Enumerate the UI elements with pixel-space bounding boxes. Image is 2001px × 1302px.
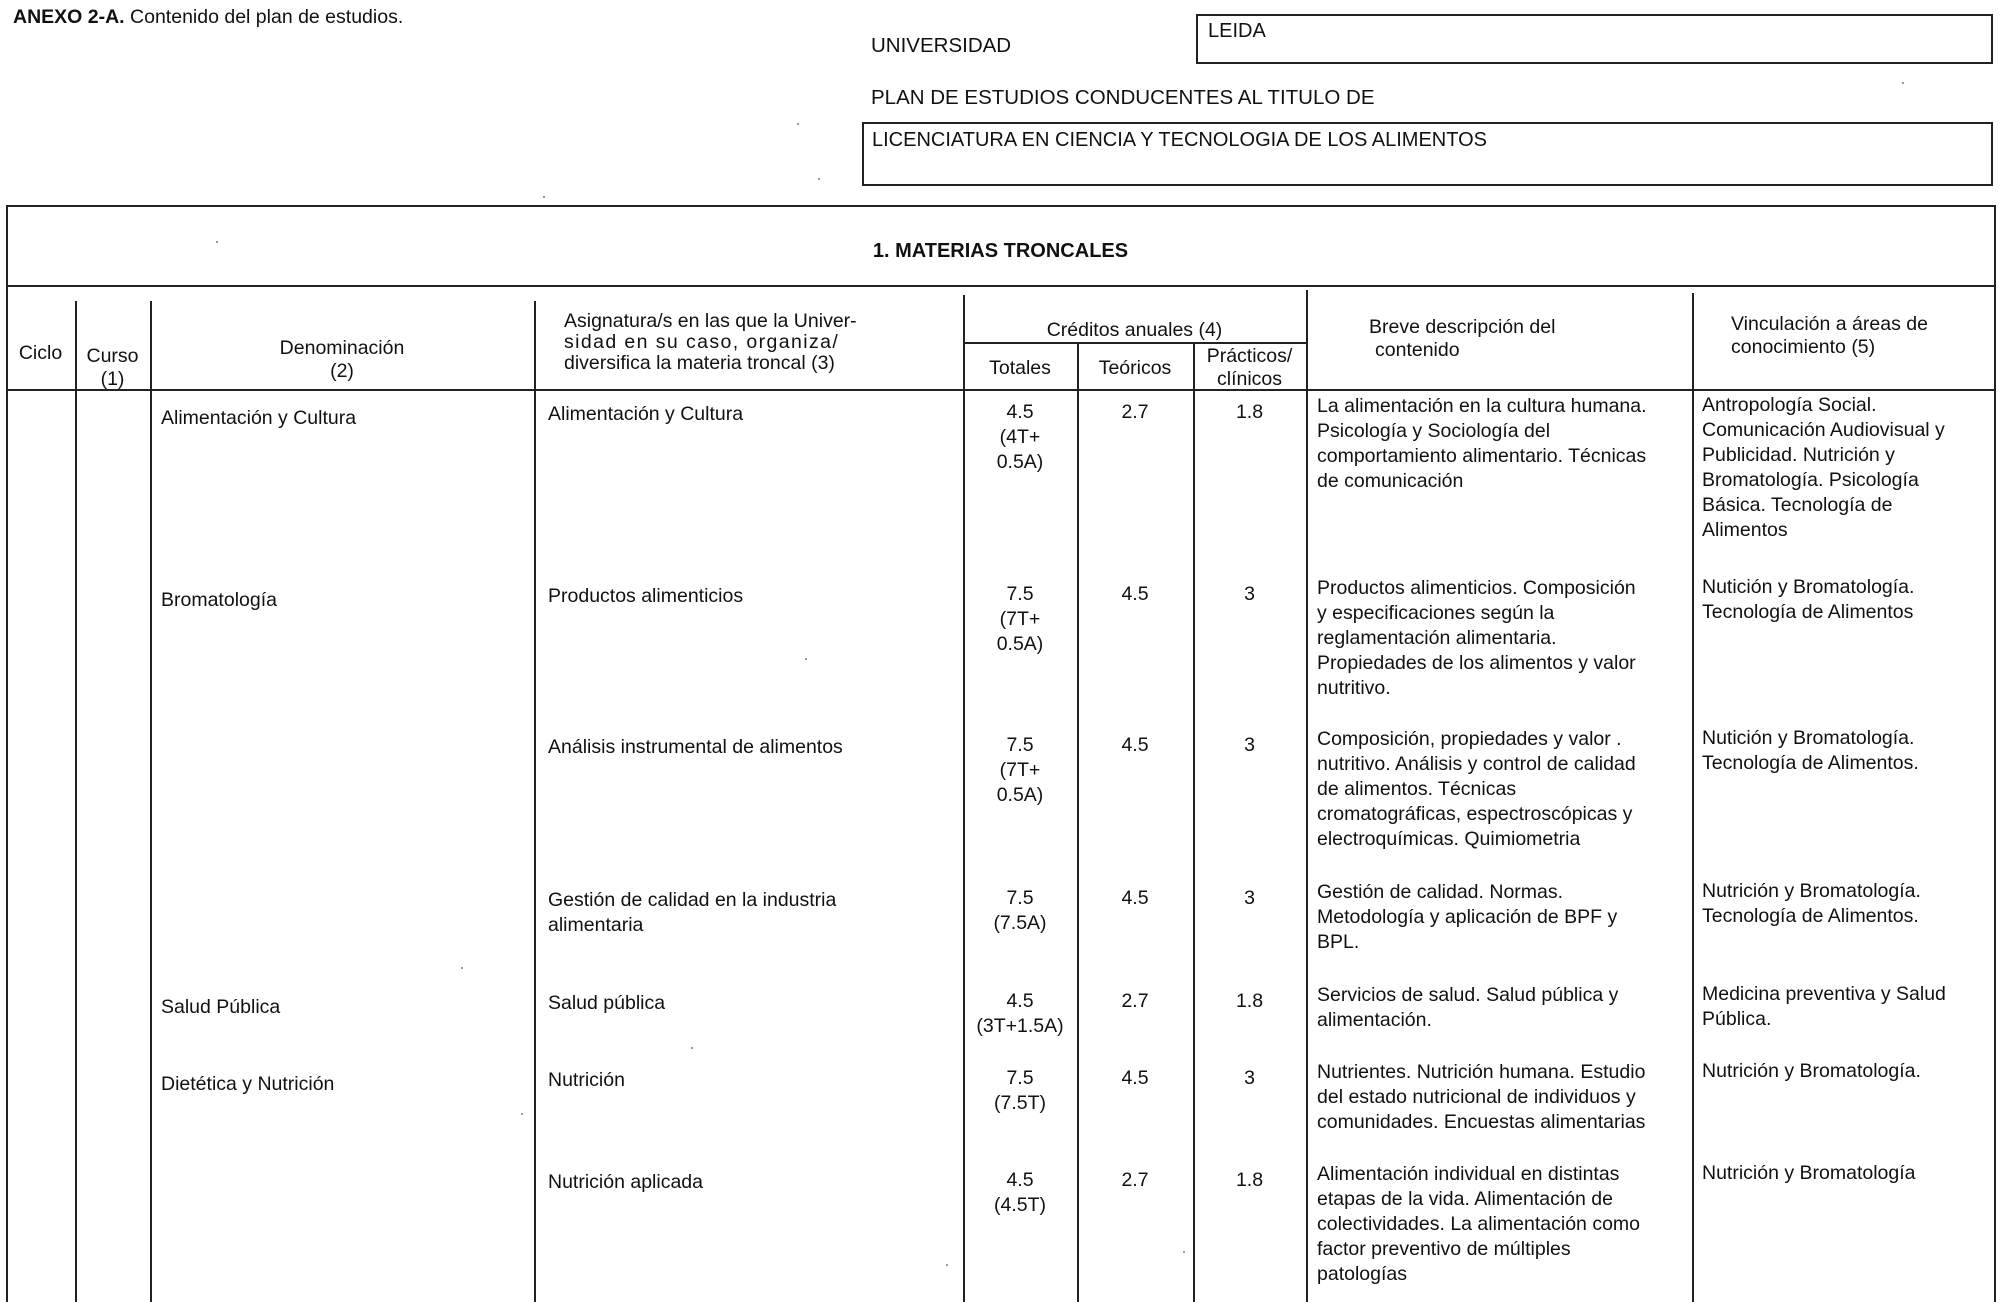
header-denominacion	[150, 337, 534, 383]
descripcion-cell-line: alimentación.	[1317, 1009, 1432, 1031]
denominacion-cell: Alimentación y Cultura	[161, 407, 357, 429]
totales-cell-line: 4.5	[1006, 990, 1034, 1012]
vinculacion-cell	[1702, 982, 1946, 1032]
totales-cell-line: 4.5	[1006, 401, 1034, 423]
degree-title-value: LICENCIATURA EN CIENCIA Y TECNOLOGIA DE LOS ALIMENTOS	[872, 129, 1487, 151]
asignatura-cell	[548, 735, 843, 760]
vinculacion-cell-line: Comunicación Audiovisual y	[1702, 419, 1945, 441]
header-descripcion	[1369, 316, 1555, 362]
header-bottom-rule	[6, 389, 1996, 391]
header-practicos	[1193, 345, 1306, 391]
descripcion-cell-line: y especificaciones según la	[1317, 602, 1555, 624]
totales-cell-line: 7.5	[1006, 734, 1034, 756]
header-asignatura	[564, 311, 857, 374]
descripcion-cell-line: nutritivo. Análisis y control de calidad	[1317, 753, 1636, 775]
vinculacion-cell-line: Nutrición y Bromatología.	[1702, 1060, 1921, 1082]
descripcion-cell-line: nutritivo.	[1317, 677, 1391, 699]
descripcion-cell-line: reglamentación alimentaria.	[1317, 627, 1557, 649]
column-rule	[75, 301, 77, 1302]
totales-cell	[963, 886, 1077, 936]
asignatura-cell-line: Salud pública	[548, 992, 666, 1014]
descripcion-cell-line: de alimentos. Técnicas	[1317, 778, 1517, 800]
vinculacion-cell-line: Tecnología de Alimentos.	[1702, 905, 1919, 927]
teoricos-cell: 4.5	[1121, 734, 1149, 756]
practicos-cell: 3	[1244, 734, 1255, 756]
creditos-subheader-rule	[963, 342, 1306, 344]
asignatura-cell-line: Nutrición aplicada	[548, 1171, 704, 1193]
teoricos-cell: 2.7	[1121, 990, 1149, 1012]
header-teoricos: Teóricos	[1098, 357, 1172, 379]
descripcion-cell-line: cromatográficas, espectroscópicas y	[1317, 803, 1633, 825]
vinculacion-cell-line: Nutrición y Bromatología.	[1702, 880, 1921, 902]
vinculacion-cell-line: Bromatología. Psicología	[1702, 469, 1919, 491]
totales-cell	[963, 582, 1077, 657]
totales-cell-line: 0.5A)	[996, 633, 1044, 655]
descripcion-cell-line: Servicios de salud. Salud pública y	[1317, 984, 1619, 1006]
annex-heading	[13, 6, 403, 29]
denominacion-cell: Salud Pública	[161, 996, 281, 1018]
column-rule	[150, 301, 152, 1302]
descripcion-cell-line: comportamiento alimentario. Técnicas	[1317, 445, 1647, 467]
header-practicos-line: clínicos	[1216, 368, 1283, 390]
descripcion-cell	[1317, 394, 1647, 494]
descripcion-cell	[1317, 1060, 1645, 1135]
totales-cell-line: 7.5	[1006, 887, 1034, 909]
vinculacion-cell-line: Pública.	[1702, 1008, 1772, 1030]
column-rule	[1692, 293, 1694, 1302]
descripcion-cell	[1317, 983, 1618, 1033]
totales-cell-line: (4.5T)	[993, 1194, 1046, 1216]
asignatura-cell-line: Gestión de calidad en la industria	[548, 889, 837, 911]
scan-speck	[818, 178, 820, 180]
university-label: UNIVERSIDAD	[871, 34, 1012, 57]
vinculacion-cell-line: Antropología Social.	[1702, 394, 1877, 416]
teoricos-cell: 2.7	[1121, 401, 1149, 423]
totales-cell-line: 7.5	[1006, 1067, 1034, 1089]
totales-cell	[963, 733, 1077, 808]
column-rule	[1077, 342, 1079, 1302]
asignatura-cell	[548, 1170, 703, 1195]
university-field	[1196, 14, 1993, 64]
vinculacion-cell	[1702, 393, 1945, 543]
descripcion-cell-line: Productos alimenticios. Composición	[1317, 577, 1636, 599]
university-value: LEIDA	[1208, 20, 1266, 42]
asignatura-cell	[548, 402, 743, 427]
plan-label: PLAN DE ESTUDIOS CONDUCENTES AL TITULO DE	[871, 86, 1375, 109]
vinculacion-cell-line: Básica. Tecnología de	[1702, 494, 1893, 516]
totales-cell-line: 4.5	[1006, 1169, 1034, 1191]
totales-cell-line: (7.5T)	[993, 1092, 1046, 1114]
header-vinculacion	[1731, 313, 1928, 359]
header-descripcion-line: contenido	[1375, 339, 1460, 361]
teoricos-cell: 4.5	[1121, 583, 1149, 605]
header-curso-line: (1)	[100, 368, 125, 390]
column-rule	[1306, 290, 1308, 1302]
vinculacion-cell	[1702, 1161, 1916, 1186]
totales-cell-line: (7T+	[999, 759, 1041, 781]
header-vinculacion-line: Vinculación a áreas de	[1731, 313, 1928, 335]
vinculacion-cell-line: Medicina preventiva y Salud	[1702, 983, 1946, 1005]
totales-cell-line: 0.5A)	[996, 784, 1044, 806]
descripcion-cell-line: colectividades. La alimentación como	[1317, 1213, 1641, 1235]
descripcion-cell-line: de comunicación	[1317, 470, 1464, 492]
practicos-cell: 1.8	[1235, 990, 1264, 1012]
vinculacion-cell-line: Nutición y Bromatología.	[1702, 727, 1915, 749]
descripcion-cell-line: Propiedades de los alimentos y valor	[1317, 652, 1636, 674]
descripcion-cell-line: etapas de la vida. Alimentación de	[1317, 1188, 1613, 1210]
column-rule	[1193, 342, 1195, 1302]
header-ciclo: Ciclo	[18, 342, 63, 364]
vinculacion-cell	[1702, 1059, 1921, 1084]
descripcion-cell	[1317, 727, 1636, 852]
descripcion-cell-line: BPL.	[1317, 931, 1360, 953]
denominacion-cell: Dietética y Nutrición	[161, 1073, 335, 1095]
scan-speck	[1902, 82, 1904, 84]
descripcion-cell-line: Metodología y aplicación de BPF y	[1317, 906, 1618, 928]
descripcion-cell-line: La alimentación en la cultura humana.	[1317, 395, 1647, 417]
header-vinculacion-line: conocimiento (5)	[1731, 336, 1876, 358]
scan-speck	[543, 196, 545, 198]
asignatura-cell-line: alimentaria	[548, 914, 644, 936]
teoricos-cell: 4.5	[1121, 1067, 1149, 1089]
teoricos-cell: 4.5	[1121, 887, 1149, 909]
descripcion-cell	[1317, 576, 1636, 701]
denominacion-cell: Bromatología	[161, 589, 277, 611]
vinculacion-cell	[1702, 879, 1921, 929]
totales-cell	[963, 400, 1077, 475]
vinculacion-cell-line: Alimentos	[1702, 519, 1788, 541]
descripcion-cell	[1317, 1162, 1640, 1287]
descripcion-cell-line: Psicología y Sociología del	[1317, 420, 1551, 442]
vinculacion-cell-line: Tecnología de Alimentos	[1702, 601, 1914, 623]
totales-cell-line: (7T+	[999, 608, 1041, 630]
practicos-cell: 3	[1244, 1067, 1255, 1089]
vinculacion-cell	[1702, 575, 1914, 625]
annex-label: ANEXO 2-A.	[13, 6, 125, 28]
descripcion-cell-line: factor preventivo de múltiples	[1317, 1238, 1571, 1260]
vinculacion-cell	[1702, 726, 1919, 776]
practicos-cell: 3	[1244, 583, 1255, 605]
totales-cell	[963, 1066, 1077, 1116]
header-asignatura-line: diversifica la materia troncal (3)	[564, 352, 835, 374]
teoricos-cell: 2.7	[1121, 1169, 1149, 1191]
scan-speck	[797, 123, 799, 125]
totales-cell-line: (7.5A)	[993, 912, 1047, 934]
header-asignatura-line: sidad en su caso, organiza/	[564, 331, 840, 353]
header-denominacion-line: Denominación	[279, 337, 405, 359]
totales-cell-line: 0.5A)	[996, 451, 1044, 473]
header-curso	[75, 345, 150, 391]
totales-cell	[963, 989, 1077, 1039]
practicos-cell: 3	[1244, 887, 1255, 909]
header-creditos: Créditos anuales (4)	[1046, 319, 1223, 341]
asignatura-cell-line: Análisis instrumental de alimentos	[548, 736, 843, 758]
header-practicos-line: Prácticos/	[1206, 345, 1293, 367]
asignatura-cell	[548, 888, 836, 938]
header-curso-line: Curso	[86, 345, 139, 367]
totales-cell	[963, 1168, 1077, 1218]
asignatura-cell-line: Productos alimenticios	[548, 585, 744, 607]
annex-text: Contenido del plan de estudios.	[130, 6, 404, 28]
descripcion-cell-line: del estado nutricional de individuos y	[1317, 1086, 1636, 1108]
column-rule	[534, 301, 536, 1302]
descripcion-cell-line: electroquímicas. Quimiometria	[1317, 828, 1581, 850]
asignatura-cell	[548, 991, 665, 1016]
vinculacion-cell-line: Publicidad. Nutrición y	[1702, 444, 1895, 466]
header-denominacion-line: (2)	[330, 360, 354, 382]
descripcion-cell-line: Alimentación individual en distintas	[1317, 1163, 1620, 1185]
practicos-cell: 1.8	[1235, 1169, 1264, 1191]
vinculacion-cell-line: Tecnología de Alimentos.	[1702, 752, 1919, 774]
header-descripcion-line: Breve descripción del	[1369, 316, 1556, 338]
vinculacion-cell-line: Nutrición y Bromatología	[1702, 1162, 1916, 1184]
section-divider	[6, 285, 1996, 287]
totales-cell-line: (3T+1.5A)	[976, 1015, 1064, 1037]
vinculacion-cell-line: Nutición y Bromatología.	[1702, 576, 1915, 598]
asignatura-cell	[548, 1068, 625, 1093]
section-title: 1. MATERIAS TRONCALES	[872, 240, 1129, 262]
asignatura-cell-line: Nutrición	[548, 1069, 625, 1091]
totales-cell-line: 7.5	[1006, 583, 1034, 605]
header-totales: Totales	[989, 357, 1051, 379]
descripcion-cell-line: Gestión de calidad. Normas.	[1317, 881, 1564, 903]
descripcion-cell-line: Nutrientes. Nutrición humana. Estudio	[1317, 1061, 1646, 1083]
asignatura-cell-line: Alimentación y Cultura	[548, 403, 744, 425]
header-asignatura-line: Asignatura/s en las que la Univer-	[564, 310, 857, 332]
descripcion-cell	[1317, 880, 1617, 955]
descripcion-cell-line: patologías	[1317, 1263, 1407, 1285]
asignatura-cell	[548, 584, 743, 609]
totales-cell-line: (4T+	[999, 426, 1041, 448]
descripcion-cell-line: Composición, propiedades y valor .	[1317, 728, 1622, 750]
practicos-cell: 1.8	[1235, 401, 1264, 423]
descripcion-cell-line: comunidades. Encuestas alimentarias	[1317, 1111, 1646, 1133]
